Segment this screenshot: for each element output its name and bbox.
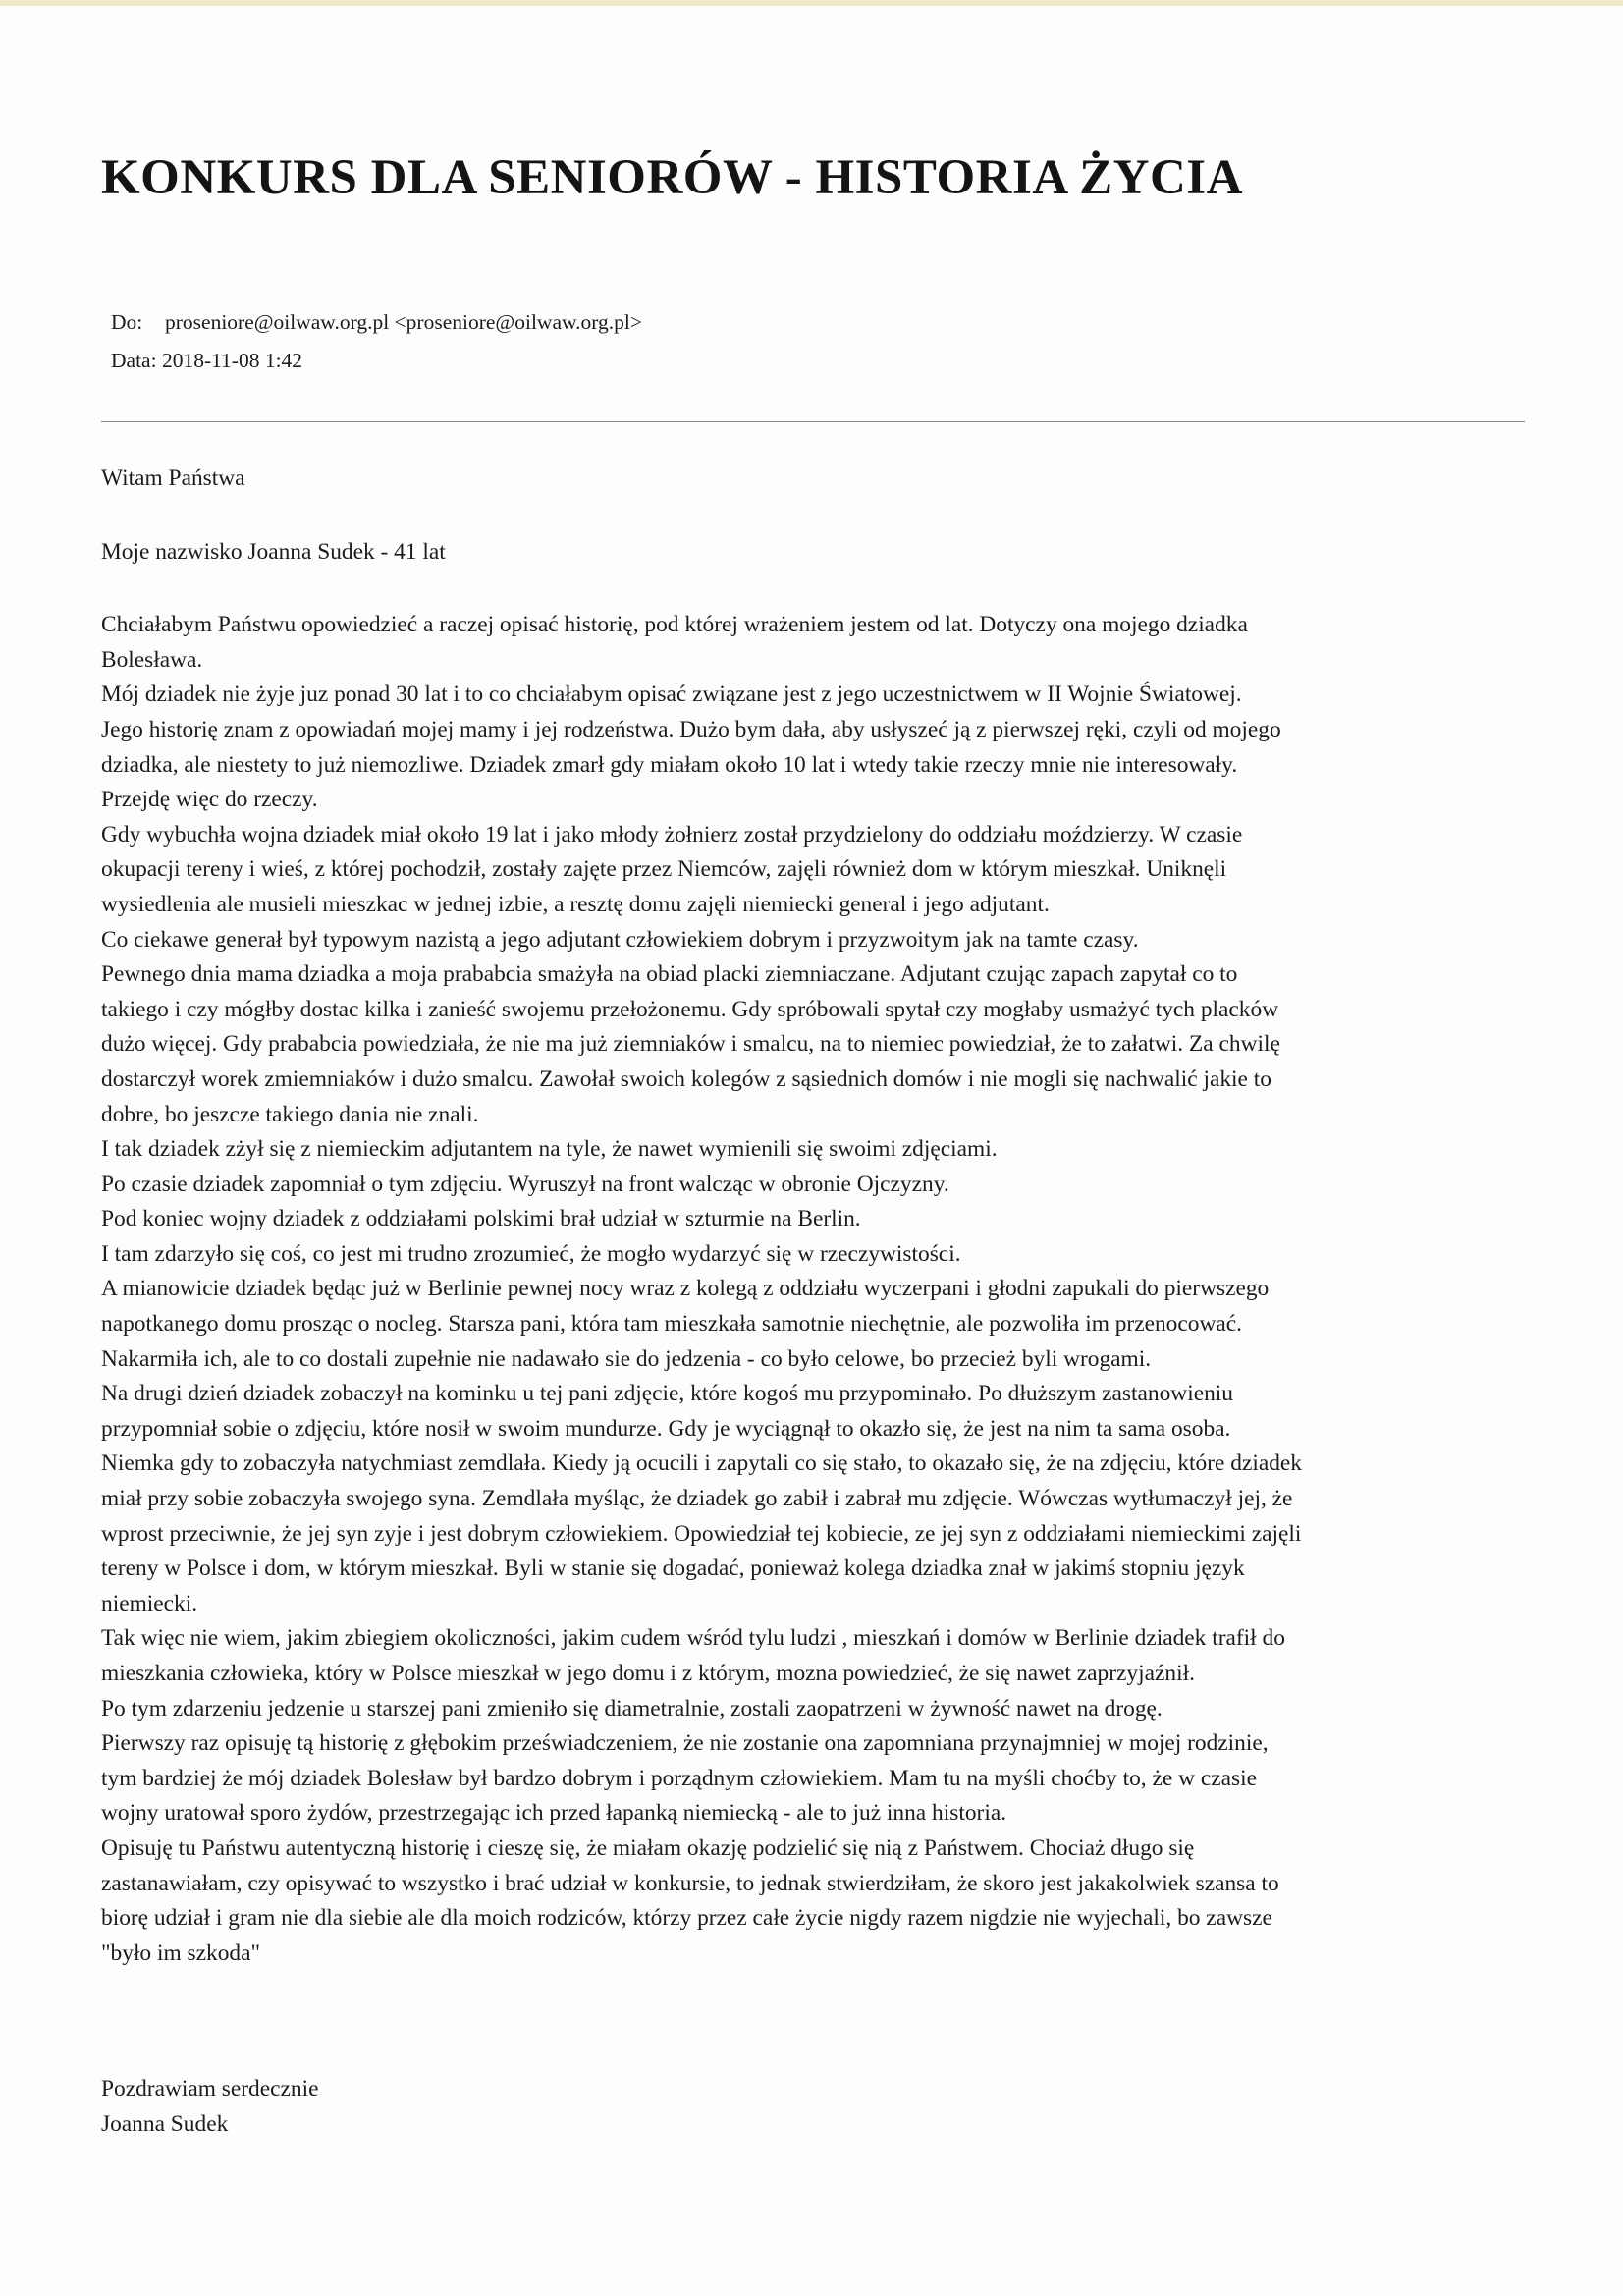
story-line: Chciałabym Państwu opowiedzieć a raczej opisać historię, pod której wrażeniem jestem od lat. Dotyczy ona mojego dziadka (101, 612, 1248, 638)
story-line: miał przy sobie zobaczyła swojego syna. Zemdlała myśląc, że dziadek go zabił i zabrał mu zdjęcie. Wówczas wytłumaczył jej, że (101, 1486, 1293, 1512)
letter-closing (101, 2072, 318, 2142)
email-to-value: proseniore@oilwaw.org.pl <proseniore@oilwaw.org.pl> (165, 310, 642, 334)
story-line: Przejdę więc do rzeczy. (101, 787, 318, 813)
story-line: Opisuję tu Państwu autentyczną historię i cieszę się, że miałam okazję podzielić się nią z Państwem. Chociaż długo się (101, 1834, 1195, 1861)
story-line: dużo więcej. Gdy prababcia powiedziała, że nie ma już ziemniaków i smalcu, na to niemiec powiedział, że to załatwi. Za chwilę (101, 1031, 1280, 1058)
story-line: A mianowicie dziadek będąc już w Berlinie pewnej nocy wraz z kolegą z oddziału wyczerpani i głodni zapukali do pierwszego (101, 1276, 1270, 1302)
story-line: napotkanego domu prosząc o nocleg. Starsza pani, która tam mieszkała samotnie niechętnie, ale pozwoliła im przenocować. (101, 1311, 1242, 1338)
story-line: I tak dziadek zżył się z niemieckim adjutantem na tyle, że nawet wymienili się swoimi zdjęciami. (101, 1136, 998, 1163)
story-line: Na drugi dzień dziadek zobaczył na kominku u tej pani zdjęcie, które kogoś mu przypominało. Po dłuższym zastanowieniu (101, 1381, 1233, 1407)
email-date-label: Data: (111, 349, 157, 372)
story-line: niemiecki. (101, 1590, 198, 1616)
story-line: Tak więc nie wiem, jakim zbiegiem okoliczności, jakim cudem wśród tylu ludzi , mieszkań i domów w Berlinie dziadek trafił do (101, 1625, 1285, 1652)
story-line: Jego historię znam z opowiadań mojej mamy i jej rodzeństwa. Dużo bym dała, aby usłyszeć ją z pierwszej ręki, czyli od mojego (101, 716, 1281, 742)
story-line: przypomniał sobie o zdjęciu, które nosił w swoim mundurze. Gdy je wyciągnął to okazło się, że jest na nim ta sama osoba. (101, 1415, 1231, 1442)
story-text (101, 608, 1525, 1971)
closing-salutation: Pozdrawiam serdecznie (101, 2076, 319, 2102)
intro-line: Moje nazwisko Joanna Sudek - 41 lat (101, 538, 446, 565)
story-line: Pewnego dnia mama dziadka a moja prababcia smażyła na obiad placki ziemniaczane. Adjutant czując zapach zapytał co to (101, 961, 1238, 988)
story-line: okupacji tereny i wieś, z której pochodził, zostały zajęte przez Niemców, zajęli również dom w którym mieszkał. Uniknęli (101, 856, 1227, 883)
header-divider (101, 421, 1525, 422)
story-line: Gdy wybuchła wojna dziadek miał około 19 lat i jako młody żołnierz został przydzielony do oddziału moździerzy. W czasie (101, 821, 1243, 847)
email-to-row (111, 303, 642, 342)
story-line: biorę udział i gram nie dla siebie ale dla moich rodziców, którzy przez całe życie nigdy razem nigdzie nie wyjechali, bo zawsze (101, 1905, 1272, 1932)
email-date-row (111, 342, 642, 380)
story-line: "było im szkoda" (101, 1940, 261, 1966)
story-line: Po tym zdarzeniu jedzenie u starszej pani zmieniło się diametralnie, zostali zaopatrzeni w żywność nawet na drogę. (101, 1695, 1163, 1722)
story-line: Bolesława. (101, 646, 203, 673)
story-line: I tam zdarzyło się coś, co jest mi trudno zrozumieć, że mogło wydarzyć się w rzeczywistości. (101, 1240, 961, 1267)
story-line: Pod koniec wojny dziadek z oddziałami polskimi brał udział w szturmie na Berlin. (101, 1206, 861, 1232)
story-line: tereny w Polsce i dom, w którym mieszkał. Byli w stanie się dogadać, ponieważ kolega dziadka znał w jakimś stopniu język (101, 1556, 1245, 1582)
email-to-label: Do: (111, 310, 143, 334)
story-line: dostarczył worek zmiemniaków i dużo smalcu. Zawołał swoich kolegów z sąsiednich domów i nie mogli się nachwalić jakie to (101, 1066, 1271, 1092)
story-line: Pierwszy raz opisuję tą historię z głębokim przeświadczeniem, że nie zostanie ona zapomniana przynajmniej w mojej rodzinie, (101, 1730, 1269, 1757)
story-line: Niemka gdy to zobaczyła natychmiast zemdlała. Kiedy ją ocucili i zapytali co się stało, to okazało się, że na zdjęciu, które dziadek (101, 1450, 1302, 1477)
story-line: Co ciekawe generał był typowym nazistą a jego adjutant człowiekiem dobrym i przyzwoitym jak na tamte czasy. (101, 926, 1139, 953)
story-line: Mój dziadek nie żyje juz ponad 30 lat i to co chciałabym opisać związane jest z jego uczestnictwem w II Wojnie Światowej. (101, 682, 1242, 708)
story-line: wojny uratował sporo żydów, przestrzegając ich przed łapanką niemiecką - ale to już inna historia. (101, 1800, 1007, 1827)
story-line: zastanawiałam, czy opisywać to wszystko i brać udział w konkursie, to jednak stwierdziłam, że skoro jest jakakolwiek szansa to (101, 1870, 1279, 1896)
story-line: mieszkania człowieka, który w Polsce mieszkał w jego domu i z którym, mozna powiedzieć, że się nawet zaprzyjaźnił. (101, 1661, 1195, 1686)
story-line: wysiedlenia ale musieli mieszkac w jednej izbie, a resztę domu zajęli niemiecki general i jego adjutant. (101, 891, 1050, 917)
letter-body (101, 462, 1525, 1971)
story-line: tym bardziej że mój dziadek Bolesław był bardzo dobrym i porządnym człowiekiem. Mam tu na myśli choćby to, że w czasie (101, 1765, 1257, 1791)
story-line: Po czasie dziadek zapomniał o tym zdjęciu. Wyruszył na front walcząc w obronie Ojczyzny. (101, 1171, 949, 1197)
email-date-value: 2018-11-08 1:42 (161, 349, 303, 372)
story-line: Nakarmiła ich, ale to co dostali zupełnie nie nadawało sie do jedzenia - co było celowe, bo przecież byli wrogami. (101, 1345, 1152, 1372)
greeting: Witam Państwa (101, 465, 245, 491)
email-header (111, 303, 642, 380)
story-line: takiego i czy mógłby dostac kilka i zanieść swojemu przełożonemu. Gdy spróbowali spytał czy mogłaby usmażyć tych placków (101, 996, 1279, 1022)
signature: Joanna Sudek (101, 2110, 229, 2137)
story-line: dziadka, ale niestety to już niemozliwe. Dziadek zmarł gdy miałam około 10 lat i wtedy takie rzeczy mnie nie interesowały. (101, 751, 1238, 778)
story-line: wprost przeciwnie, że jej syn zyje i jest dobrym człowiekiem. Opowiedział tej kobiecie, ze jej syn z oddziałami niemieckimi zajęli (101, 1520, 1302, 1547)
document-title: KONKURS DLA SENIORÓW - HISTORIA ŻYCIA (101, 150, 1243, 205)
story-line: dobre, bo jeszcze takiego dania nie znali. (101, 1101, 479, 1127)
